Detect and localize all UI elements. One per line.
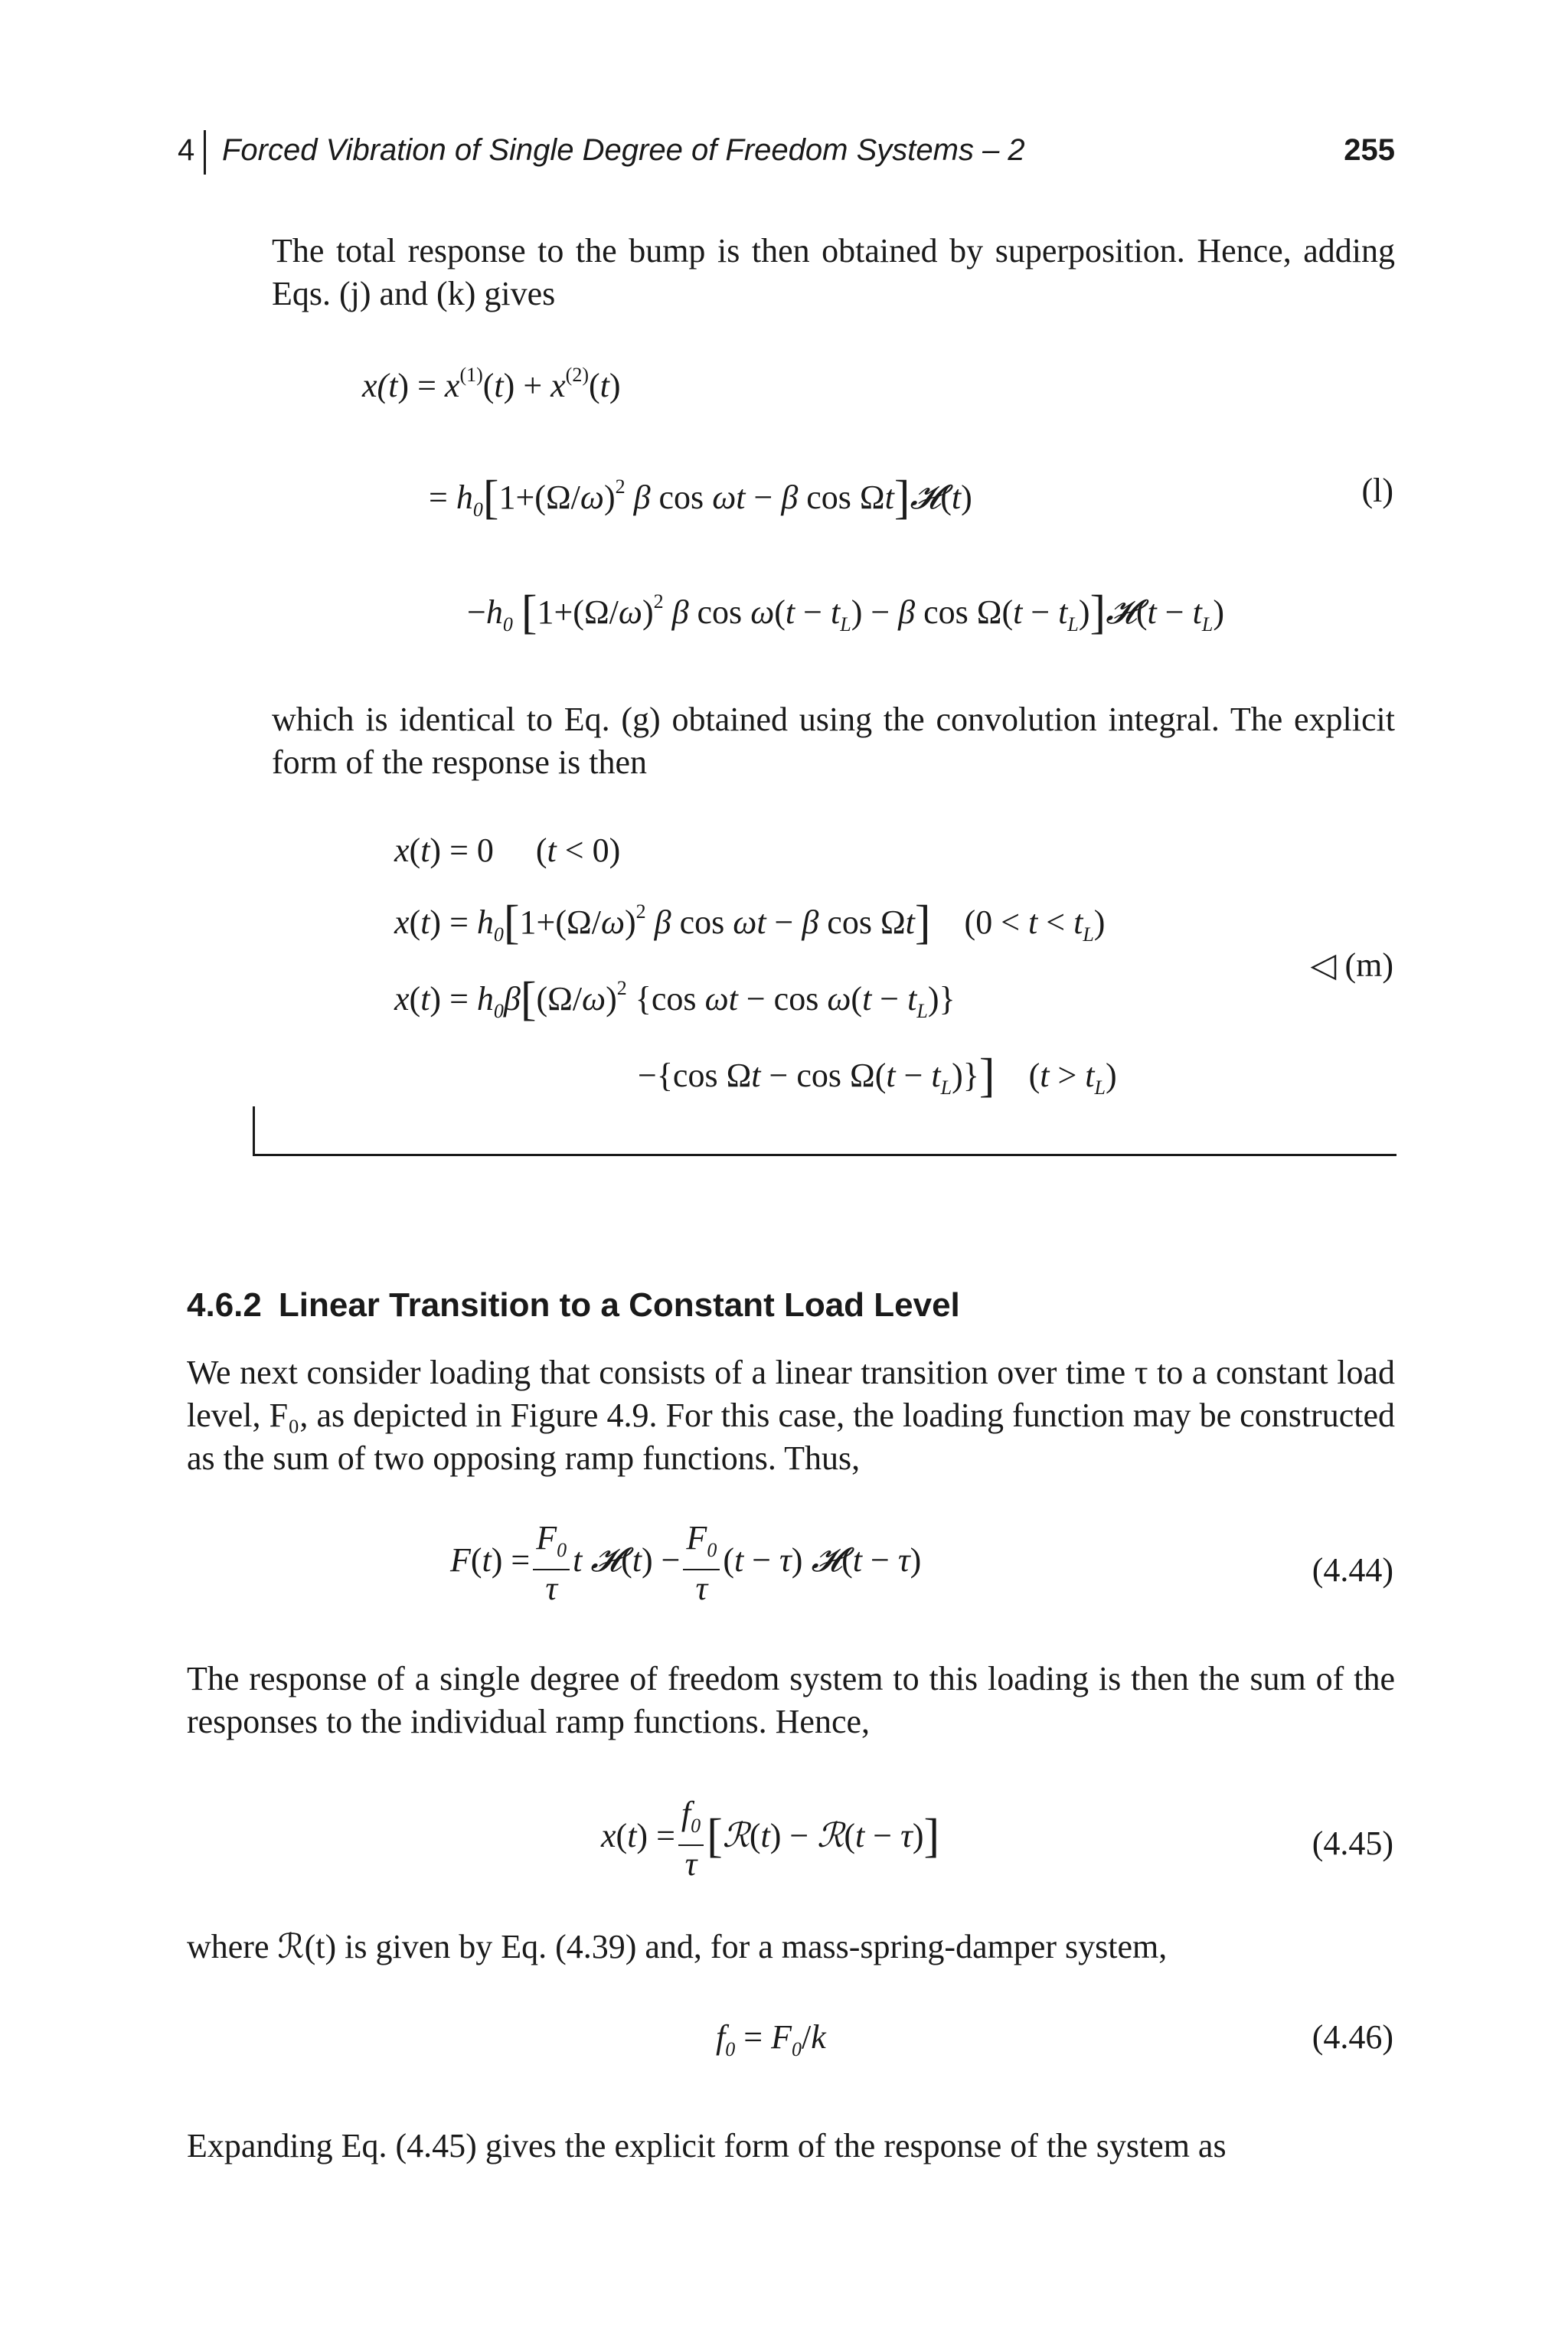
running-header	[178, 130, 1395, 176]
section-title: Linear Transition to a Constant Load Level	[278, 1286, 960, 1324]
paragraph-text: The response of a single degree of freedom system to this loading is then the sum of the responses to the individual ramp functions. Hence,	[187, 1660, 1395, 1740]
example-end-rule-vertical	[253, 1106, 255, 1156]
paragraph-superposition	[272, 230, 1395, 315]
equation-l-line-1: $x(t) = x^{(1)}(t) + x^{(2)}(t)$	[362, 364, 621, 404]
paragraph-ramp-reference	[187, 1926, 1395, 1968]
equation-number-4-45: (4.45)	[1312, 1825, 1393, 1862]
section-heading	[187, 1286, 960, 1325]
paragraph-response-sum	[187, 1658, 1395, 1743]
paragraph-text: where ℛ(t) is given by Eq. (4.39) and, for a mass-spring-damper system,	[187, 1928, 1168, 1965]
equation-m-line-4: −{cos $\Omega t - \cos \Omega(t - t_L)$}] $(t > t_L)$	[638, 1050, 1117, 1102]
equation-m-line-1: x(t) = 0 (t < 0)	[394, 831, 621, 869]
paragraph-linear-transition	[187, 1351, 1395, 1480]
equation-l-line-3: $-h_0$ [$1+(\Omega/\omega)^2$ β $\cos \omega(t - t_L) - \beta$ $\cos \Omega(t - t_L)]𝓗(t - t_L)$	[467, 586, 1224, 639]
equation-4-44: F(t) = $\frac{F_0}{\tau}$ t 𝓗(t) − $\frac{F_0}{\tau}$ (t − τ) 𝓗(t − τ)	[450, 1519, 922, 1607]
section-number: 4.6.2	[187, 1286, 262, 1324]
paragraph-text: Expanding Eq. (4.45) gives the explicit form of the response of the system as	[187, 2127, 1227, 2164]
header-divider	[204, 130, 206, 175]
equation-m-line-2: $x(t) = h_0[1+(\Omega/\omega)^2$ β cos ωt − β cos Ωt] $(0 < t < t_L)$	[394, 897, 1106, 949]
equation-number-4-44: (4.44)	[1312, 1551, 1393, 1589]
equation-number-m: ◁ (m)	[1310, 946, 1393, 984]
page-number: 255	[1344, 133, 1395, 167]
equation-number-l: (l)	[1361, 472, 1393, 509]
equation-4-45: x(t) = $\frac{f_0}{\tau}$ [ℛ(t) − ℛ(t − τ)]	[601, 1795, 940, 1883]
example-end-rule-horizontal	[253, 1154, 1396, 1156]
chapter-title: Forced Vibration of Single Degree of Freedom Systems – 2	[222, 133, 1025, 167]
equation-number-4-46: (4.46)	[1312, 2018, 1393, 2056]
paragraph-text: which is identical to Eq. (g) obtained using the convolution integral. The explicit form of the response is then	[272, 701, 1395, 781]
equation-4-46: $f_0 = F_0/k$	[716, 2018, 826, 2060]
paragraph-text: The total response to the bump is then obtained by superposition. Hence, adding Eqs. (j) and (k) gives	[272, 232, 1395, 312]
chapter-number: 4	[178, 133, 195, 167]
paragraph-convolution	[272, 698, 1395, 784]
equation-m-line-3: $x(t) = h_0\beta[(\Omega/\omega)^2$ {cos $\omega t - \cos \omega(t - t_L)$}	[394, 973, 956, 1025]
paragraph-text: We next consider loading that consists of a linear transition over time τ to a constant load level, F₀, as depicted in Figure 4.9. For this case, the loading function may be constructed as the sum of two opposing ramp functions. Thus,	[187, 1354, 1395, 1477]
equation-l-line-2: = $h_0[1+(\Omega/\omega)^2$ β cos ωt − β cos Ωt]𝓗(t)	[429, 472, 972, 524]
paragraph-expanding	[187, 2125, 1395, 2168]
